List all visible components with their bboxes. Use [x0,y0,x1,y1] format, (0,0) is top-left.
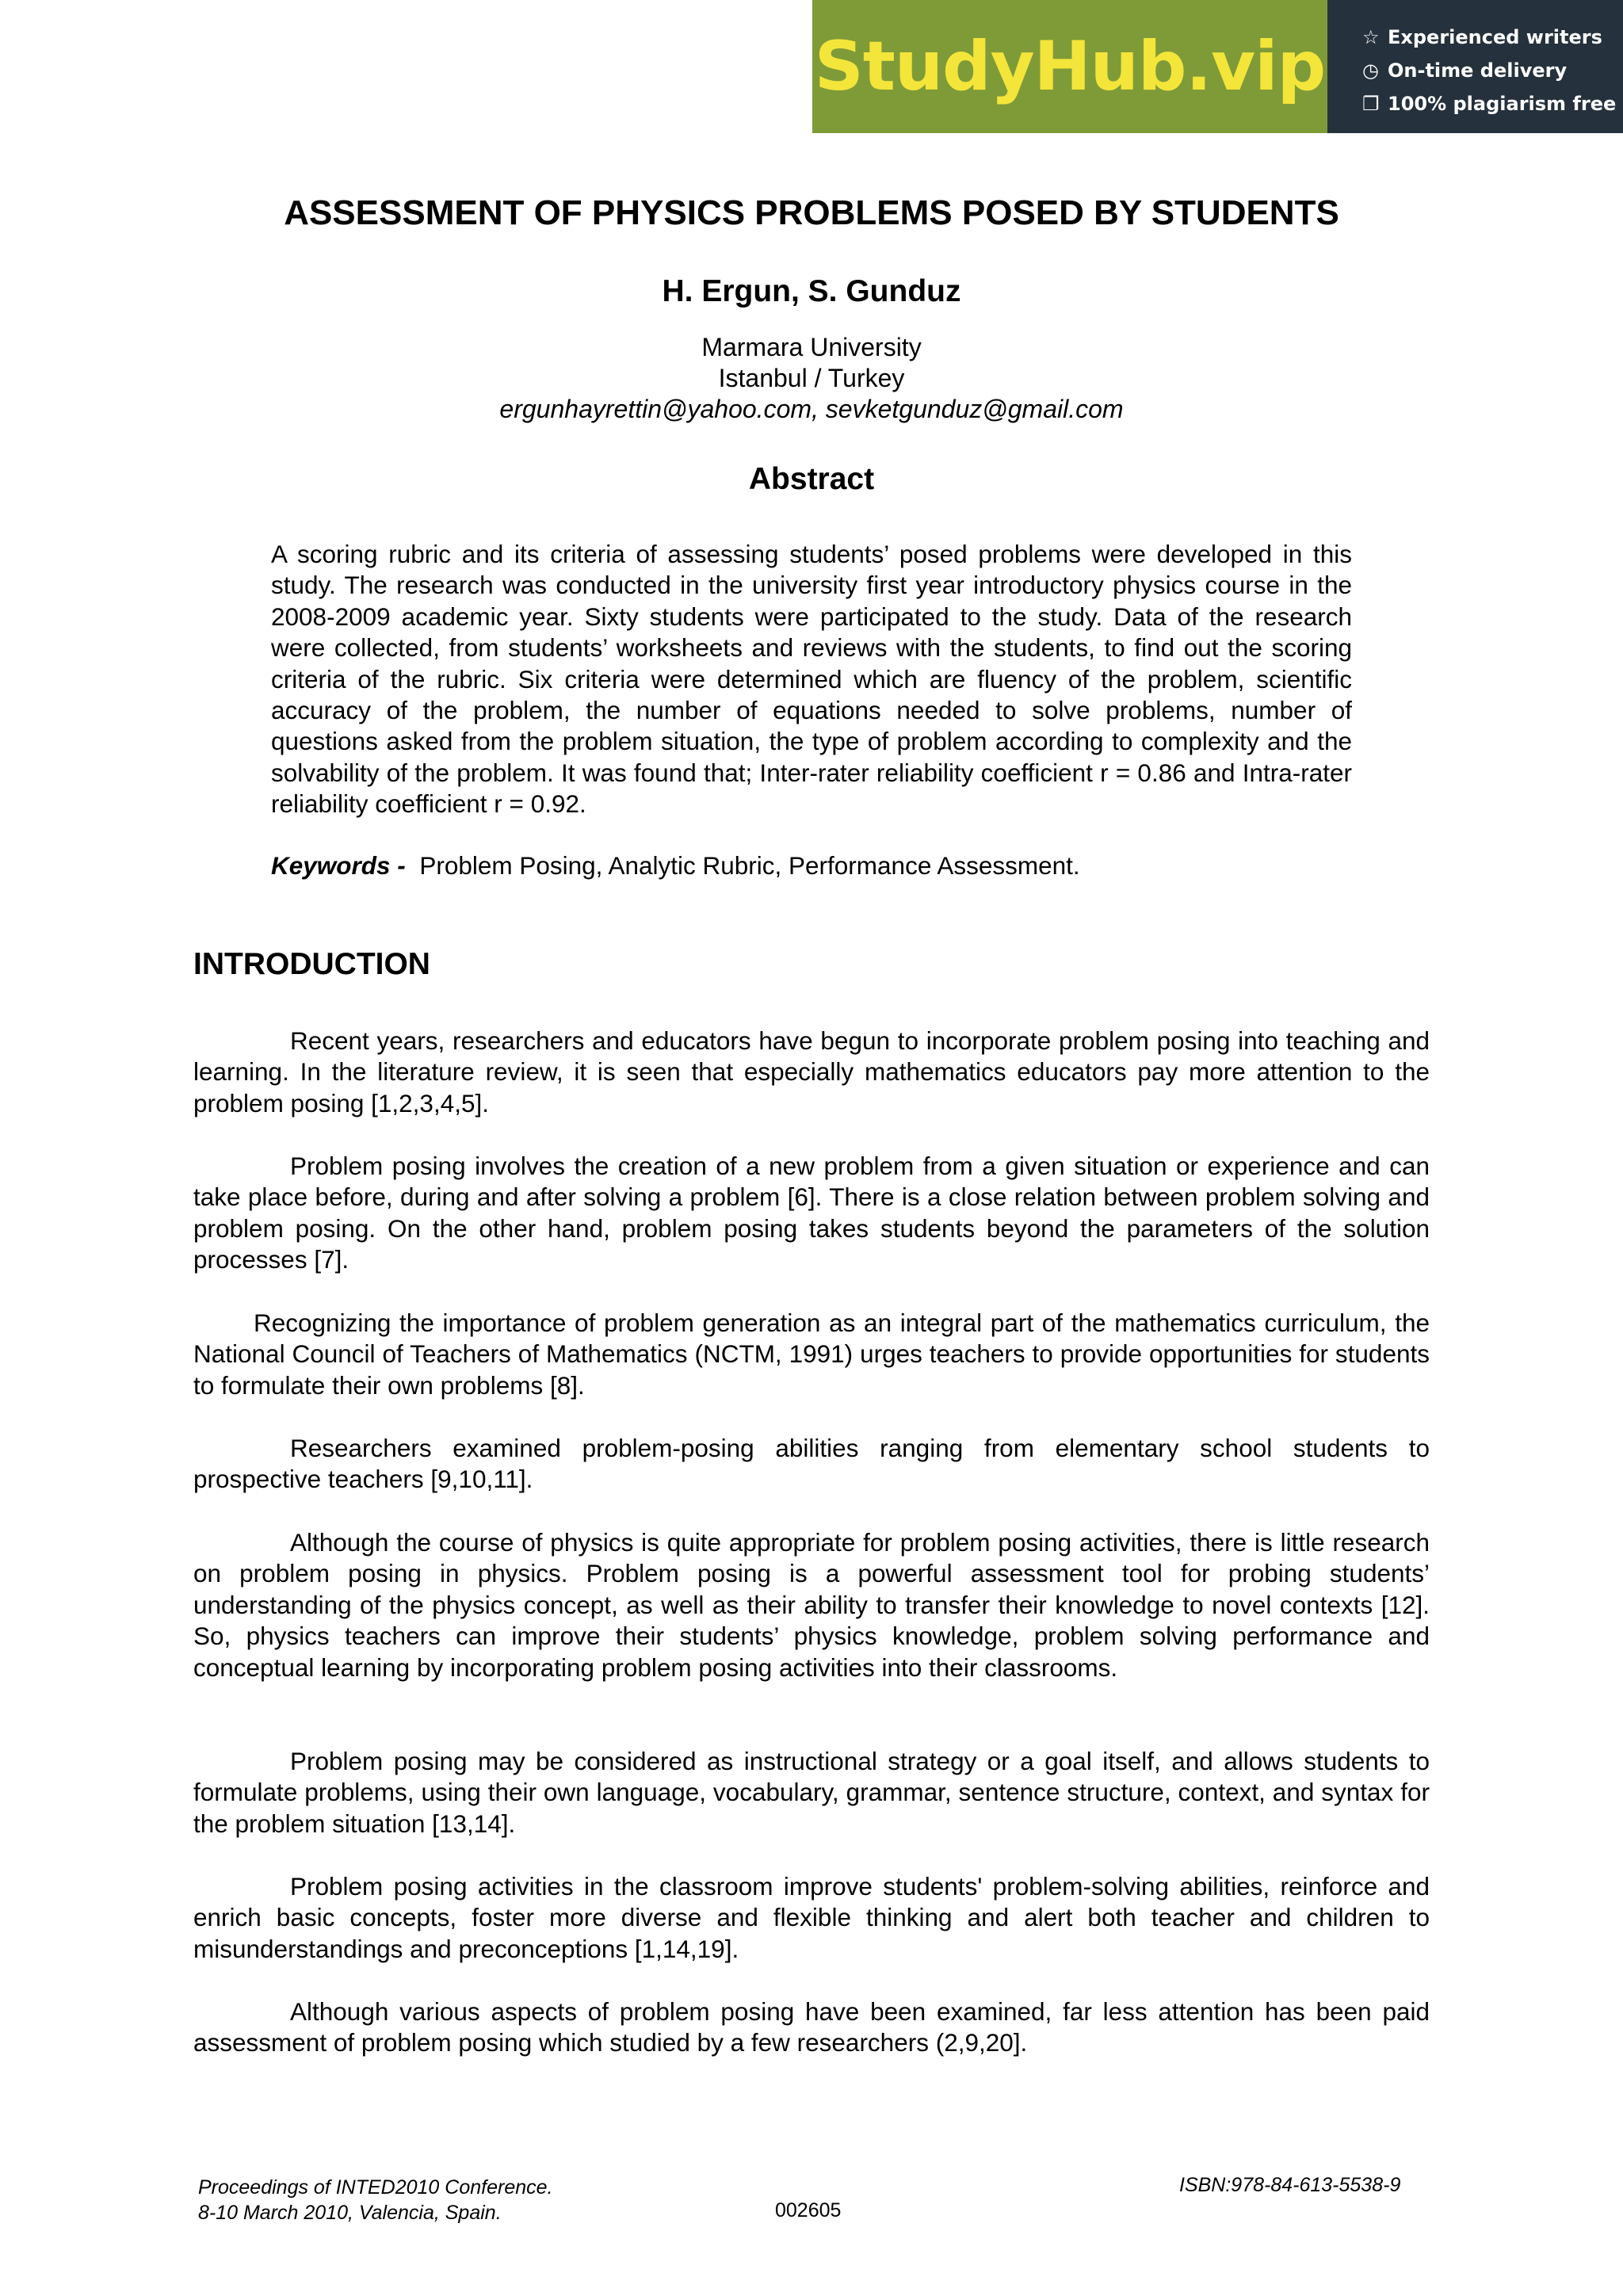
affiliation-university: Marmara University [701,333,922,361]
feature-plagiarism-free [1362,87,1623,120]
introduction-heading: INTRODUCTION [193,947,430,981]
intro-paragraph: Problem posing involves the creation of a new problem from a given situation or experience and can take place before, during and after solving a problem [6]. There is a close relation between problem solving and problem posing. On the other hand, problem posing takes students beyond the parameters of the solution processes [7]. [193,1152,1430,1274]
keywords-line [271,850,1080,881]
intro-paragraph: Recognizing the importance of problem generation as an integral part of the mathematics curriculum, the National Council of Teachers of Mathematics (NCTM, 1991) urges teachers to provide opportunities for students to formulate their own problems [8]. [193,1308,1430,1400]
footer-date-place: 8-10 March 2010, Valencia, Spain. [198,2202,502,2224]
intro-paragraph: Researchers examined problem-posing abilities ranging from elementary school students to prospective teachers [9,10,11]. [193,1434,1430,1494]
abstract-heading: Abstract [748,462,875,496]
intro-paragraph: Problem posing activities in the classroom improve students' problem-solving abilities, reinforce and enrich basic concepts, foster more diverse and flexible thinking and alert both teacher and children to misunderstandings and preconceptions [1,14,19]. [193,1872,1430,1963]
footer-isbn: ISBN:978-84-613-5538-9 [1179,2174,1401,2196]
promo-banner[interactable] [812,0,1623,133]
paper-authors: H. Ergun, S. Gunduz [662,274,961,308]
document-copy-icon: ❐ [1362,93,1380,115]
feature-label: Experienced writers [1388,26,1602,48]
footer-proceedings: Proceedings of INTED2010 Conference. [198,2176,553,2199]
intro-paragraph: Problem posing may be considered as instructional strategy or a goal itself, and allows students to formulate problems, using their own language, vocabulary, grammar, sentence structure, context, and syntax for the problem situation [13,14]. [193,1747,1430,1838]
affiliation-location: Istanbul / Turkey [718,364,905,392]
author-emails: ergunhayrettin@yahoo.com, sevketgunduz@gmail.com [499,395,1124,423]
banner-feature-list [1327,0,1623,133]
page-number: 002605 [775,2199,842,2222]
studyhub-logo[interactable]: StudyHub.vip [812,0,1327,133]
keywords-label: Keywords - [271,851,406,880]
keywords-text: Problem Posing, Analytic Rubric, Performance Assessment. [419,851,1080,880]
intro-paragraph: Recent years, researchers and educators have begun to incorporate problem posing into teaching and learning. In the literature review, it is seen that especially mathematics educators pay more attention to the problem posing [1,2,3,4,5]. [193,1026,1430,1117]
abstract-text: A scoring rubric and its criteria of assessing students’ posed problems were developed in this study. The research was conducted in the university first year introductory physics course in the 2008-2009 academic year. Sixty students were participated to the study. Data of the research were collected, from students’ worksheets and reviews with the students, to find out the scoring criteria of the rubric. Six criteria were determined which are fluency of the problem, scientific accuracy of the problem, the number of equations needed to solve problems, number of questions asked from the problem situation, the type of problem according to complexity and the solvability of the problem. It was found that; Inter-rater reliability coefficient r = 0.86 and Intra-rater reliability coefficient r = 0.92. [271,540,1352,819]
intro-paragraph: Although the course of physics is quite appropriate for problem posing activities, there is little research on problem posing in physics. Problem posing is a powerful assessment tool for probing students’ understanding of the physics concept, as well as their ability to transfer their knowledge to novel contexts [12]. So, physics teachers can improve their students’ physics knowledge, problem solving performance and conceptual learning by incorporating problem posing activities into their classrooms. [193,1528,1430,1682]
intro-paragraph: Although various aspects of problem posing have been examined, far less attention has been paid assessment of problem posing which studied by a few researchers (2,9,20]. [193,1997,1430,2057]
feature-on-time-delivery [1362,54,1623,87]
feature-experienced-writers [1362,21,1623,54]
clock-icon: ◷ [1362,59,1379,82]
feature-label: 100% plagiarism free [1388,93,1617,115]
star-icon: ☆ [1362,26,1380,48]
feature-label: On-time delivery [1388,59,1568,82]
paper-title: ASSESSMENT OF PHYSICS PROBLEMS POSED BY STUDENTS [284,193,1339,232]
